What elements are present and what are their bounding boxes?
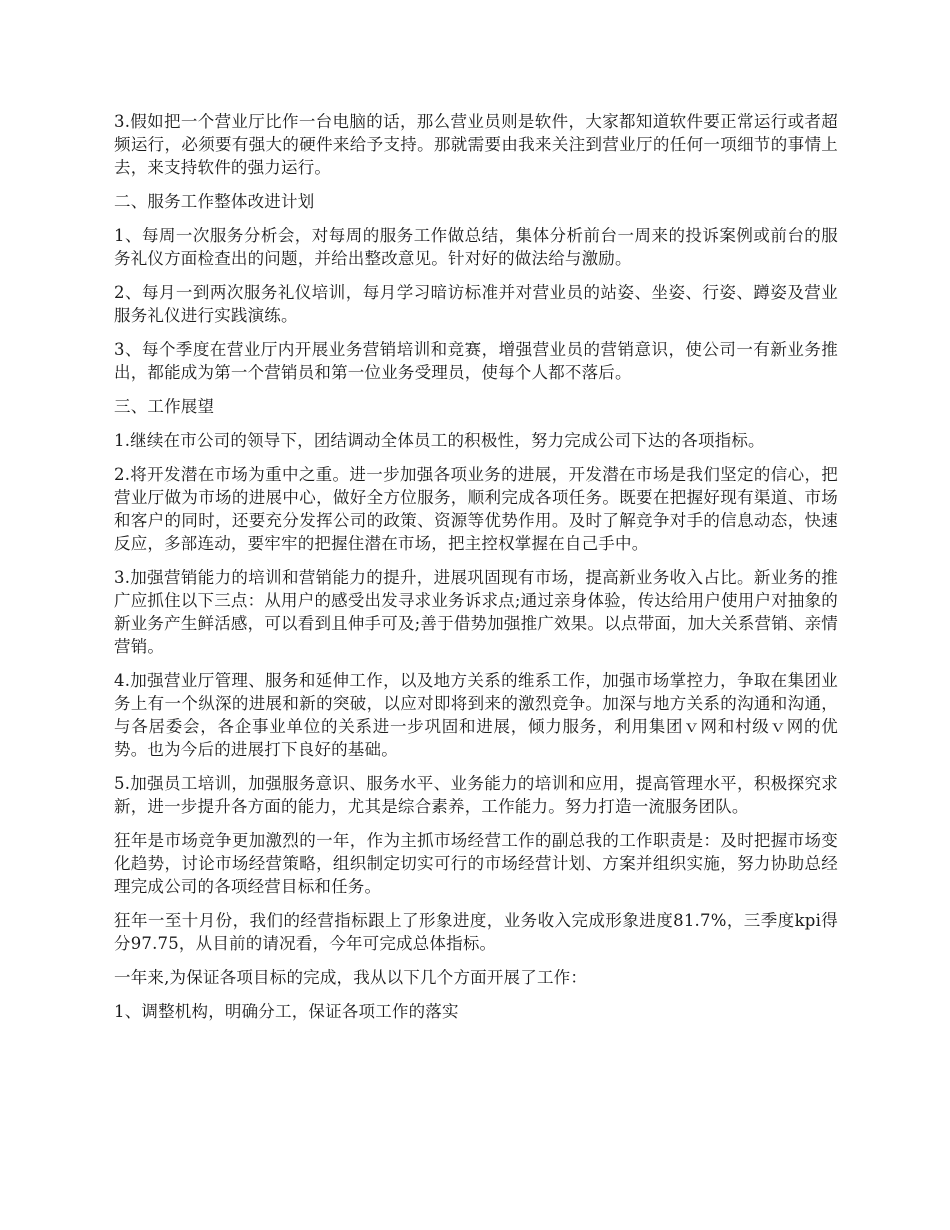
paragraph-7: 1.继续在市公司的领导下，团结调动全体员工的积极性，努力完成公司下达的各项指标。	[114, 431, 765, 450]
paragraph-10: 4.加强营业厅管理、服务和延伸工作，以及地方关系的维系工作，加强市场掌控力，争取在集团业务上有一个纵深的进展和新的突破，以应对即将到来的激烈竞争。加深与地方关系的沟通和沟通，与各居委会，各企事业单位的关系进一步巩固和进展，倾力服务，利用集团ｖ网和村级ｖ网的优势。也为今后的进展打下良好的基础。	[114, 671, 838, 759]
section-heading-2: 二、服务工作整体改进计划	[114, 192, 315, 211]
paragraph-12: 狂年是市场竞争更加激烈的一年，作为主抓市场经营工作的副总我的工作职责是：及时把握市场变化趋势，讨论市场经营策略，组织制定切实可行的市场经营计划、方案并组织实施，努力协助总经理完成公司的各项经营目标和任务。	[114, 831, 838, 896]
paragraph-13: 狂年一至十月份，我们的经营指标跟上了形象进度，业务收入完成形象进度81.7%，三季度kpi得分97.75，从目前的请况看，今年可完成总体指标。	[114, 911, 838, 953]
paragraph-3: 1、每周一次服务分析会，对每周的服务工作做总结，集体分析前台一周来的投诉案例或前台的服务礼仪方面检查出的问题，并给出整改意见。针对好的做法给与激励。	[114, 226, 838, 268]
document-body	[114, 110, 838, 1034]
section-heading-3: 三、工作展望	[114, 397, 215, 416]
paragraph-1: 3.假如把一个营业厅比作一台电脑的话，那么营业员则是软件，大家都知道软件要正常运行或者超频运行，必须要有强大的硬件来给予支持。那就需要由我来关注到营业厅的任何一项细节的事情上去，来支持软件的强力运行。	[114, 112, 838, 177]
paragraph-5: 3、每个季度在营业厅内开展业务营销培训和竞赛，增强营业员的营销意识，使公司一有新业务推出，都能成为第一个营销员和第一位业务受理员，使每个人都不落后。	[114, 340, 838, 382]
paragraph-9: 3.加强营销能力的培训和营销能力的提升，进展巩固现有市场，提高新业务收入占比。新业务的推广应抓住以下三点：从用户的感受出发寻求业务诉求点;通过亲身体验，传达给用户使用户对抽象的新业务产生鲜活感，可以看到且伸手可及;善于借势加强推广效果。以点带面，加大关系营销、亲情营销。	[114, 568, 838, 656]
paragraph-8: 2.将开发潜在市场为重中之重。进一步加强各项业务的进展，开发潜在市场是我们坚定的信心，把营业厅做为市场的进展中心，做好全方位服务，顺利完成各项任务。既要在把握好现有渠道、市场和客户的同时，还要充分发挥公司的政策、资源等优势作用。及时了解竞争对手的信息动态，快速反应，多部连动，要牢牢的把握住潜在市场，把主控权掌握在自己手中。	[114, 465, 838, 553]
paragraph-14: 一年来,为保证各项目标的完成，我从以下几个方面开展了工作：	[114, 968, 588, 987]
paragraph-11: 5.加强员工培训，加强服务意识、服务水平、业务能力的培训和应用，提高管理水平，积极探究求新，进一步提升各方面的能力，尤其是综合素养，工作能力。努力打造一流服务团队。	[114, 774, 838, 816]
paragraph-4: 2、每月一到两次服务礼仪培训，每月学习暗访标准并对营业员的站姿、坐姿、行姿、蹲姿及营业服务礼仪进行实践演练。	[114, 283, 838, 325]
paragraph-15: 1、调整机构，明确分工，保证各项工作的落实	[114, 1002, 459, 1021]
